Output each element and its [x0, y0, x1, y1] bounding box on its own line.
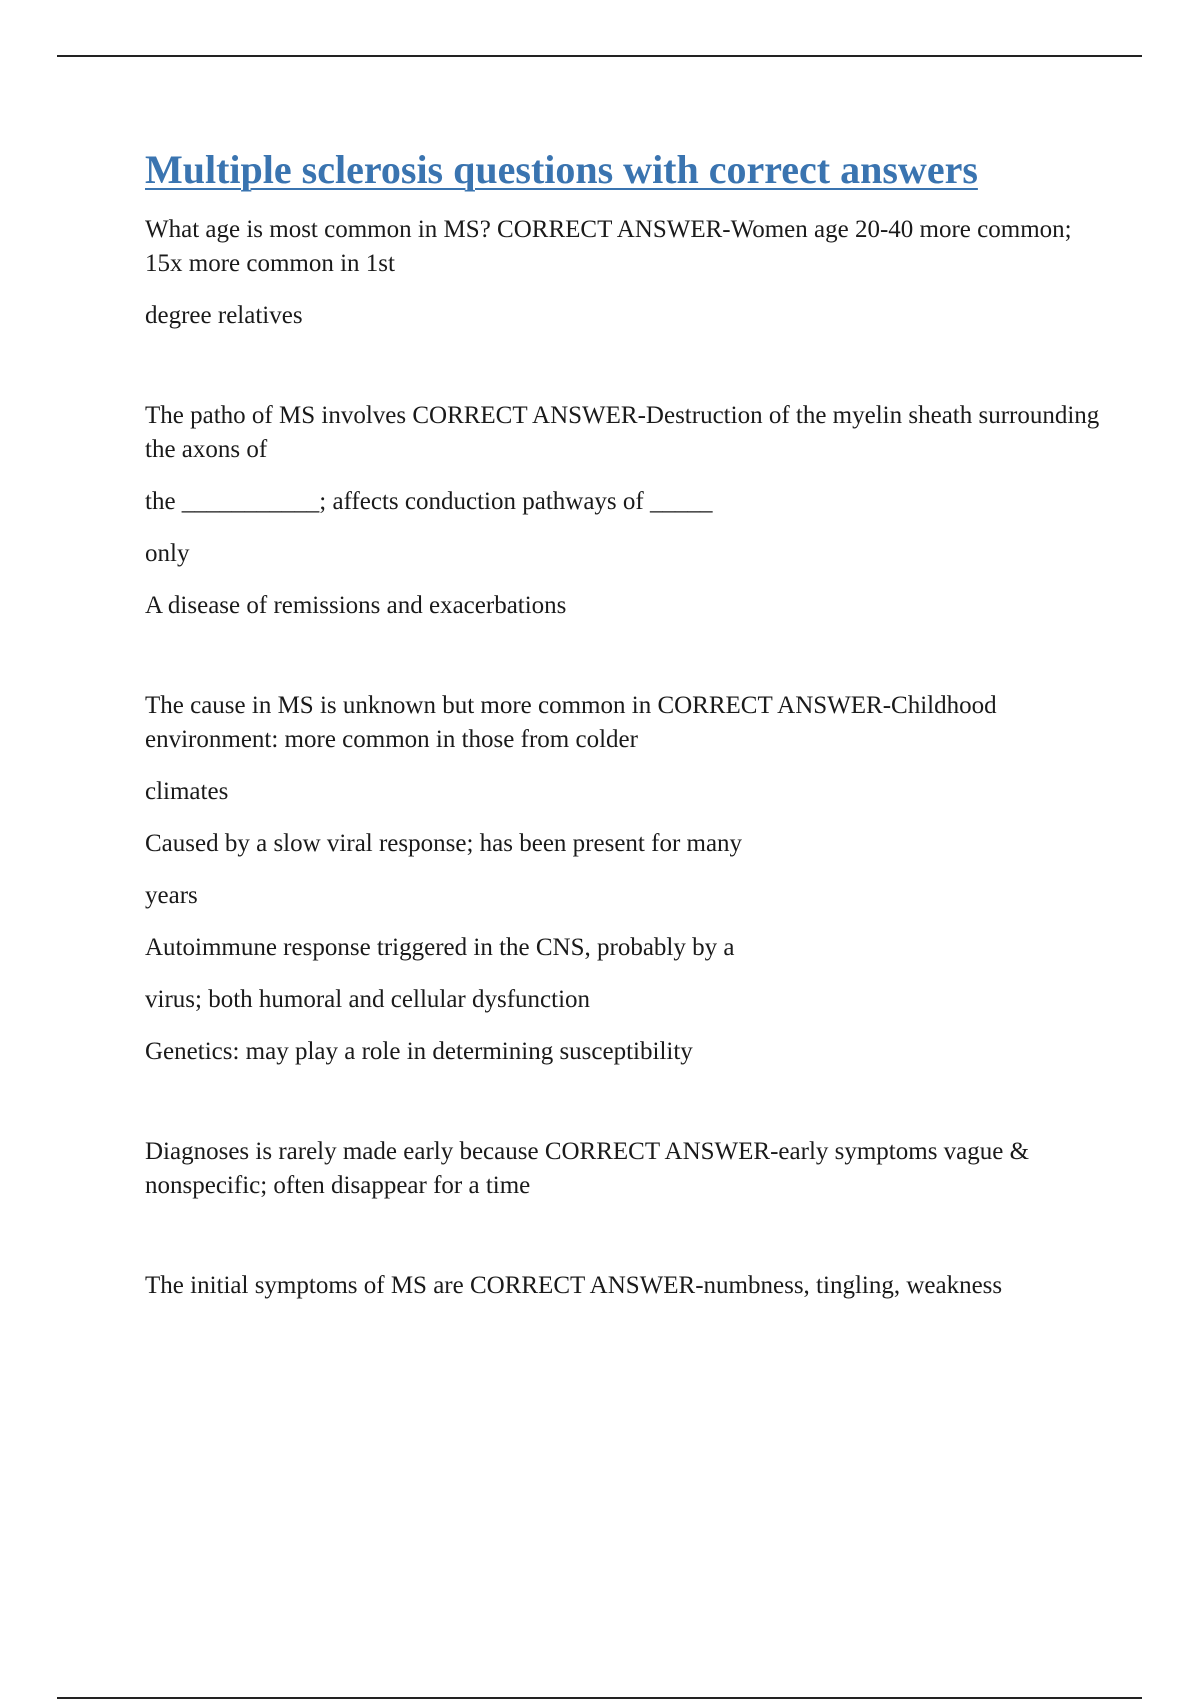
qa-item: [145, 399, 1100, 623]
qa-continuation-line: the ___________; affects conduction pathways of _____: [145, 488, 713, 515]
qa-item: [145, 213, 1100, 333]
qa-continuation-line: climates: [145, 778, 229, 805]
qa-continuation-line: Caused by a slow viral response; has been present for many: [145, 830, 743, 857]
qa-continuation-line: Genetics: may play a role in determining susceptibility: [145, 1038, 693, 1065]
qa-question-answer: The cause in MS is unknown but more common in CORRECT ANSWER-Childhood environment: more common in those from colder: [145, 692, 997, 753]
qa-continuation-line: A disease of remissions and exacerbations: [145, 592, 567, 619]
qa-continuation-line: degree relatives: [145, 302, 303, 329]
qa-question-answer: Diagnoses is rarely made early because CORRECT ANSWER-early symptoms vague & nonspecific; often disappear for a time: [145, 1138, 1030, 1199]
qa-question-answer: What age is most common in MS? CORRECT ANSWER-Women age 20-40 more common; 15x more common in 1st: [145, 216, 1072, 277]
qa-continuation-line: only: [145, 540, 190, 567]
qa-item: [145, 689, 1100, 1069]
footer-rule: [57, 1697, 1142, 1699]
qa-continuation-line: Autoimmune response triggered in the CNS, probably by a: [145, 934, 735, 961]
qa-continuation-line: years: [145, 882, 198, 909]
qa-continuation-line: virus; both humoral and cellular dysfunction: [145, 986, 591, 1013]
document-title: Multiple sclerosis questions with correct answers: [145, 147, 978, 192]
qa-question-answer: The initial symptoms of MS are CORRECT ANSWER-numbness, tingling, weakness: [145, 1272, 1003, 1299]
qa-question-answer: The patho of MS involves CORRECT ANSWER-Destruction of the myelin sheath surrounding the axons of: [145, 402, 1100, 463]
header-rule: [57, 55, 1142, 57]
document-body: [145, 145, 1100, 1303]
qa-item: [145, 1135, 1100, 1203]
qa-item: [145, 1269, 1100, 1303]
